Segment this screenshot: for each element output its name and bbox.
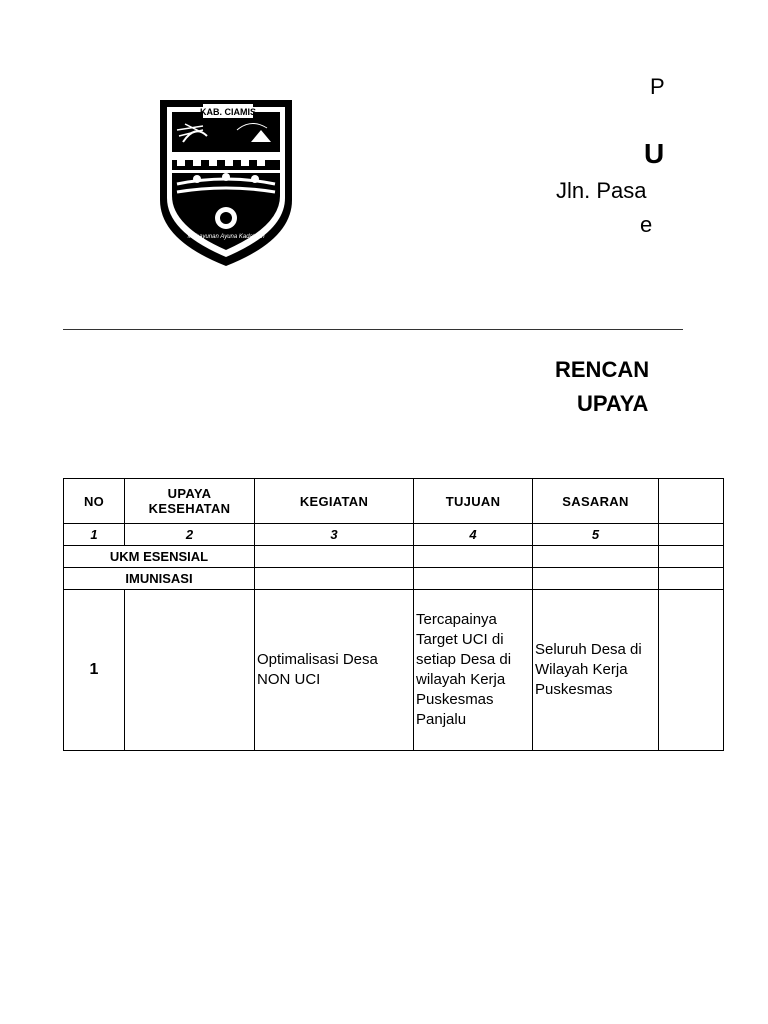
col-number: 5	[533, 524, 659, 546]
header-line-top: P	[650, 74, 665, 99]
row-sasaran: Seluruh Desa di Wilayah Kerja Puskesmas	[533, 590, 659, 751]
col-number: 4	[414, 524, 533, 546]
header-address: Jln. Pasa	[556, 178, 647, 203]
header-divider	[63, 329, 683, 330]
table-header-row	[64, 479, 724, 524]
section-label: IMUNISASI	[64, 568, 255, 590]
section-row-imunisasi	[64, 568, 724, 590]
col-number-offscreen	[659, 524, 724, 546]
column-number-row	[64, 524, 724, 546]
row-upaya-kesehatan	[125, 590, 255, 751]
row-number: 1	[64, 590, 125, 751]
section-label: UKM ESENSIAL	[64, 546, 255, 568]
plan-table	[63, 478, 724, 751]
col-header-kegiatan: KEGIATAN	[255, 479, 414, 524]
col-header-sasaran: SASARAN	[533, 479, 659, 524]
col-header-upaya-kesehatan: UPAYA KESEHATAN	[125, 479, 255, 524]
col-header-offscreen	[659, 479, 724, 524]
logo-motto-text: Mahayunan Ayuna Kadatuan	[187, 234, 265, 240]
document-subtitle: UPAYA	[577, 391, 649, 416]
header-organization-name: U	[644, 138, 665, 169]
row-kegiatan: Optimalisasi Desa NON UCI	[255, 590, 414, 751]
kabupaten-ciamis-emblem-icon	[155, 80, 297, 268]
document-title: RENCAN	[555, 357, 650, 382]
col-number: 3	[255, 524, 414, 546]
col-header-tujuan: TUJUAN	[414, 479, 533, 524]
row-offscreen	[659, 590, 724, 751]
table-row	[64, 590, 724, 751]
row-tujuan: Tercapainya Target UCI di setiap Desa di wilayah Kerja Puskesmas Panjalu	[414, 590, 533, 751]
col-number: 2	[125, 524, 255, 546]
col-number: 1	[64, 524, 125, 546]
logo-top-text: KAB. CIAMIS	[200, 107, 256, 117]
col-header-no: NO	[64, 479, 125, 524]
section-row-ukm-esensial	[64, 546, 724, 568]
header-email: e	[640, 212, 653, 237]
